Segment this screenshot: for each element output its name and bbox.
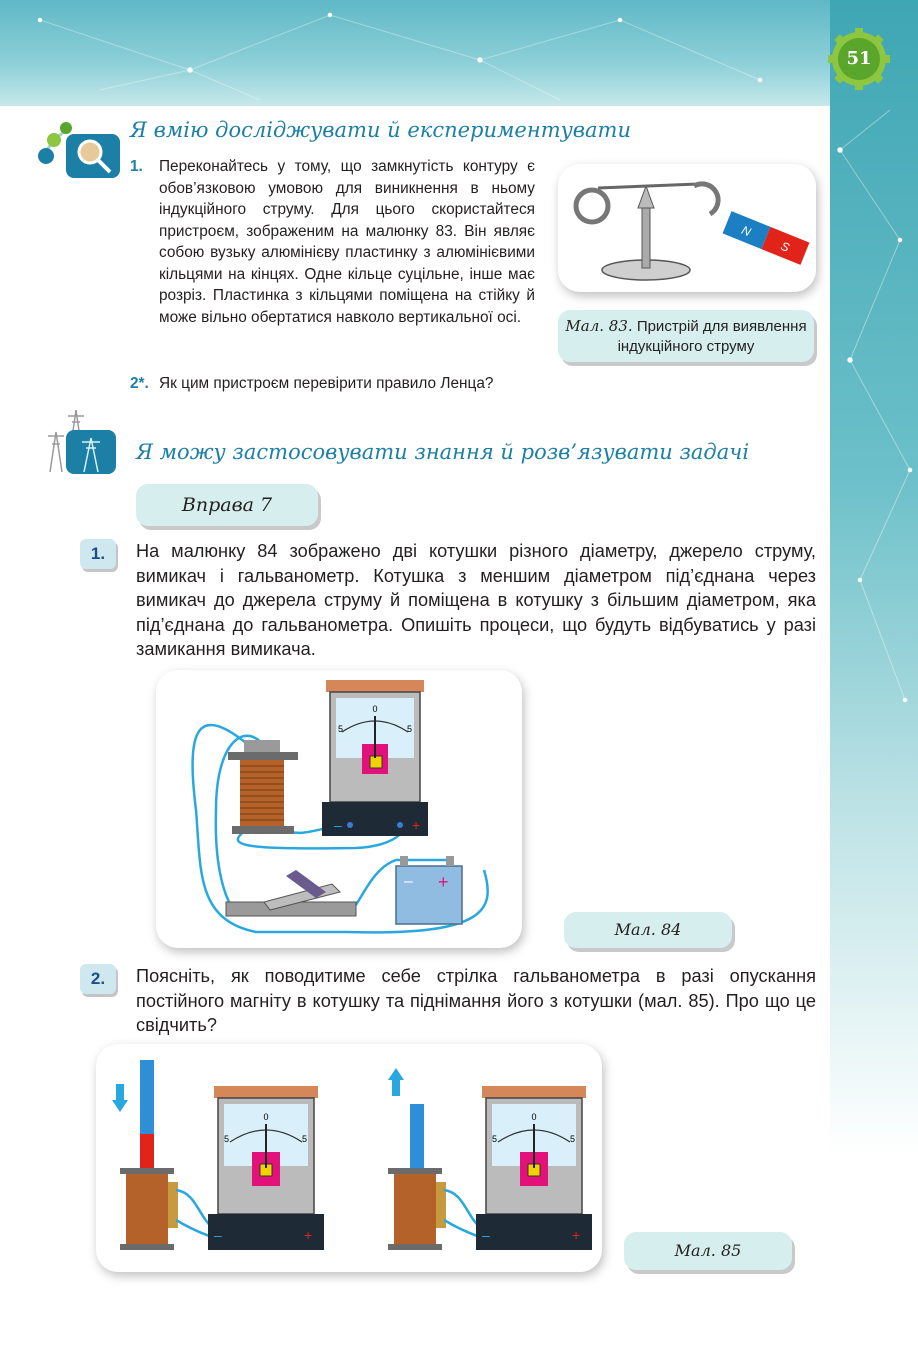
caption-text: Мал. 84: [614, 920, 682, 939]
item-number: 2*.: [130, 375, 149, 392]
meter-left: 5: [338, 724, 344, 734]
meter-minus: –: [482, 1227, 490, 1243]
task-2-text: Поясніть, як поводитиме себе стрілка гальванометра в разі опускання постійного магніту в котушку та піднімання його з котушки (мал. 85). Про що це свідчить?: [136, 966, 816, 1035]
meter-zero: 0: [531, 1112, 537, 1122]
figure-85-caption: [624, 1232, 792, 1270]
ring-device-illustration: [558, 164, 816, 292]
meter-plus: +: [572, 1227, 581, 1243]
battery-plus: +: [438, 872, 449, 892]
figure-83-caption: [558, 310, 814, 362]
caption-label: Мал. 83.: [565, 317, 633, 335]
figure-84-caption: [564, 912, 732, 948]
meter-right: 5: [570, 1134, 576, 1144]
meter-minus: –: [334, 817, 342, 833]
top-decorative-band: [0, 0, 918, 106]
battery-minus: –: [404, 873, 413, 890]
figure-83: [558, 164, 816, 292]
page-number-badge: [828, 28, 890, 90]
exercise-label-text: Вправа 7: [181, 494, 273, 516]
section1-item-2: [130, 373, 535, 395]
meter-minus: –: [214, 1227, 222, 1243]
meter-zero: 0: [263, 1112, 269, 1122]
research-icon: [36, 118, 124, 180]
exercise-label: [136, 484, 318, 526]
caption-text: Пристрій для виявлення індукційного струму: [617, 318, 807, 355]
item-text: Як цим пристроєм перевірити правило Ленца?: [159, 375, 494, 392]
meter-plus: +: [412, 817, 421, 833]
meter-plus: +: [304, 1227, 313, 1243]
magnet-coil-illustration: [96, 1044, 602, 1272]
figure-85: [96, 1044, 602, 1272]
figure-84: [156, 670, 522, 948]
item-number: 1.: [130, 158, 143, 175]
caption-text: Мал. 85: [674, 1241, 742, 1260]
task-1-number: 1.: [80, 539, 116, 569]
meter-left: 5: [224, 1134, 230, 1144]
meter-right: 5: [407, 724, 413, 734]
task-1-text: На малюнку 84 зображено дві котушки різного діаметру, джерело струму, вимикач і гальванометр. Котушка з меншим діаметром під’єднана через вимикач до джерела струму й поміщена в котушку з більшим діаметром, яка під’єднана до гальванометра. Опишіть процеси, що будуть відбуватись у разі замикання вимикача.: [136, 541, 816, 659]
section1-item-1: [130, 156, 535, 328]
meter-right: 5: [302, 1134, 308, 1144]
network-pattern-side: [830, 0, 918, 1360]
meter-zero: 0: [372, 704, 378, 714]
network-pattern: [0, 0, 918, 106]
page-number: 51: [846, 48, 872, 69]
meter-left: 5: [492, 1134, 498, 1144]
task-2-number: 2.: [80, 964, 116, 994]
power-lines-icon: [40, 408, 120, 474]
section2-title: Я можу застосовувати знання й розв’язувати задачі: [136, 440, 750, 464]
circuit-illustration: [156, 670, 522, 948]
magnet-s-label: S: [778, 238, 792, 255]
section1-title: Я вмію досліджувати й експериментувати: [130, 118, 631, 142]
magnet-n-label: N: [739, 222, 753, 240]
item-text: Переконайтесь у тому, що замкнутість контуру є обов’язковою умовою для виникнення в ньому індукційного струму. Для цього скористайтеся пристроєм, зображеним на малюнку 83. Він являє собою вузьку алюмінієву пластинку з алюмінієвими кільцями на кінцях. Одне кільце суцільне, інше має розріз. Пластинка з кільцями поміщена на стійку й може вільно обертатися навколо вертикальної осі.: [159, 158, 535, 326]
right-decorative-band: [830, 0, 918, 1360]
